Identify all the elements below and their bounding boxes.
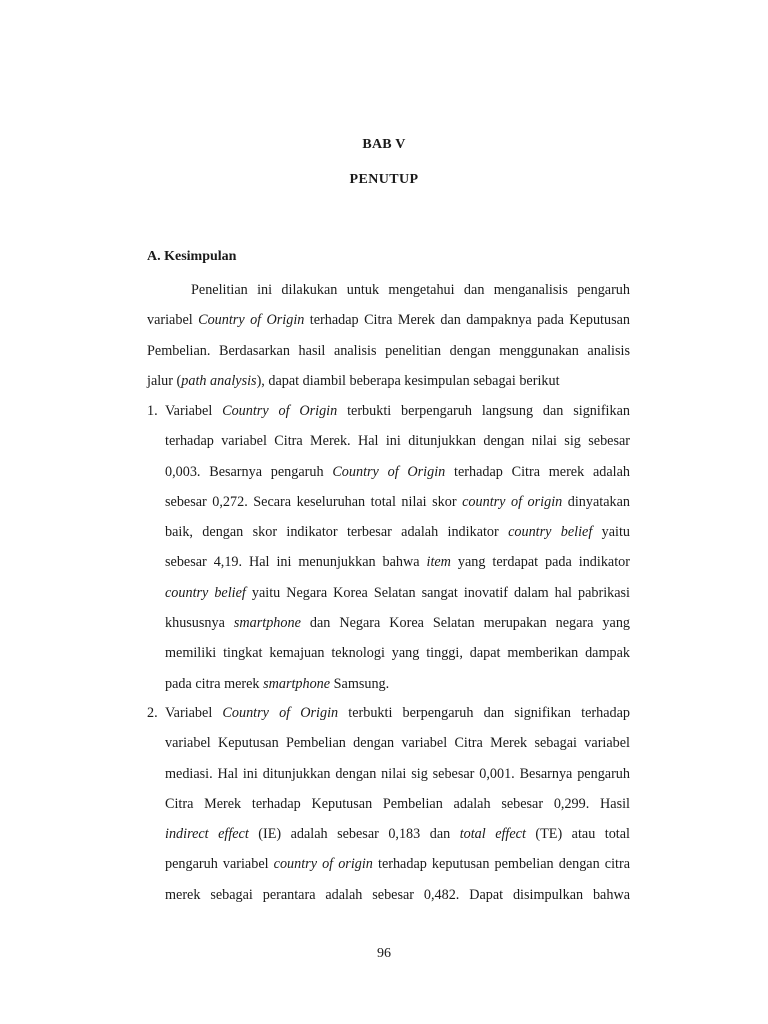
paragraph-line: Pembelian. Berdasarkan hasil analisis penelitian dengan menggunakan analisis: [147, 342, 630, 359]
list-line: pengaruh variabel country of origin terhadap keputusan pembelian dengan citra: [165, 856, 630, 873]
list-item-number: 2.: [147, 705, 158, 721]
list-line: country belief yaitu Negara Korea Selatan sangat inovatif dalam hal pabrikasi: [165, 584, 630, 601]
list-line: sebesar 0,272. Secara keseluruhan total nilai skor country of origin dinyatakan: [165, 493, 631, 510]
list-line: Variabel Country of Origin terbukti berpengaruh dan signifikan terhadap: [165, 705, 630, 721]
list-item-body: [165, 396, 630, 699]
paragraph-line: variabel Country of Origin terhadap Citra Merek dan dampaknya pada Keputusan: [147, 312, 630, 329]
list-line: 0,003. Besarnya pengaruh Country of Origin terhadap Citra merek adalah: [165, 463, 630, 480]
list-line: mediasi. Hal ini ditunjukkan dengan nilai sig sebesar 0,001. Besarnya pengaruh: [165, 765, 630, 782]
section-heading: A. Kesimpulan: [147, 249, 237, 264]
list-line: Citra Merek terhadap Keputusan Pembelian adalah sebesar 0,299. Hasil: [165, 795, 630, 812]
list-line: indirect effect (IE) adalah sebesar 0,183 dan total effect (TE) atau total: [165, 826, 630, 843]
list-item-body: [165, 698, 630, 910]
list-line: merek sebagai perantara adalah sebesar 0,482. Dapat disimpulkan bahwa: [165, 886, 630, 903]
list-item-number: 1.: [147, 403, 158, 419]
paragraph-line: jalur (path analysis), dapat diambil beberapa kesimpulan sebagai berikut: [147, 372, 560, 389]
list-line: khususnya smartphone dan Negara Korea Selatan merupakan negara yang: [165, 615, 631, 632]
list-line: variabel Keputusan Pembelian dengan variabel Citra Merek sebagai variabel: [165, 735, 630, 752]
list-line: terhadap variabel Citra Merek. Hal ini ditunjukkan dengan nilai sig sebesar: [165, 433, 630, 450]
chapter-number: BAB V: [362, 137, 406, 152]
list-line: pada citra merek smartphone Samsung.: [165, 675, 390, 692]
intro-paragraph: [147, 275, 630, 396]
page-number: 96: [377, 946, 391, 961]
paragraph-line: Penelitian ini dilakukan untuk mengetahui dan menganalisis pengaruh: [191, 282, 630, 298]
list-line: baik, dengan skor indikator terbesar adalah indikator country belief yaitu: [165, 524, 630, 541]
list-line: memiliki tingkat kemajuan teknologi yang tinggi, dapat memberikan dampak: [165, 645, 630, 662]
list-line: sebesar 4,19. Hal ini menunjukkan bahwa item yang terdapat pada indikator: [165, 554, 630, 571]
chapter-title: PENUTUP: [349, 172, 419, 187]
list-line: Variabel Country of Origin terbukti berpengaruh langsung dan signifikan: [165, 403, 630, 419]
